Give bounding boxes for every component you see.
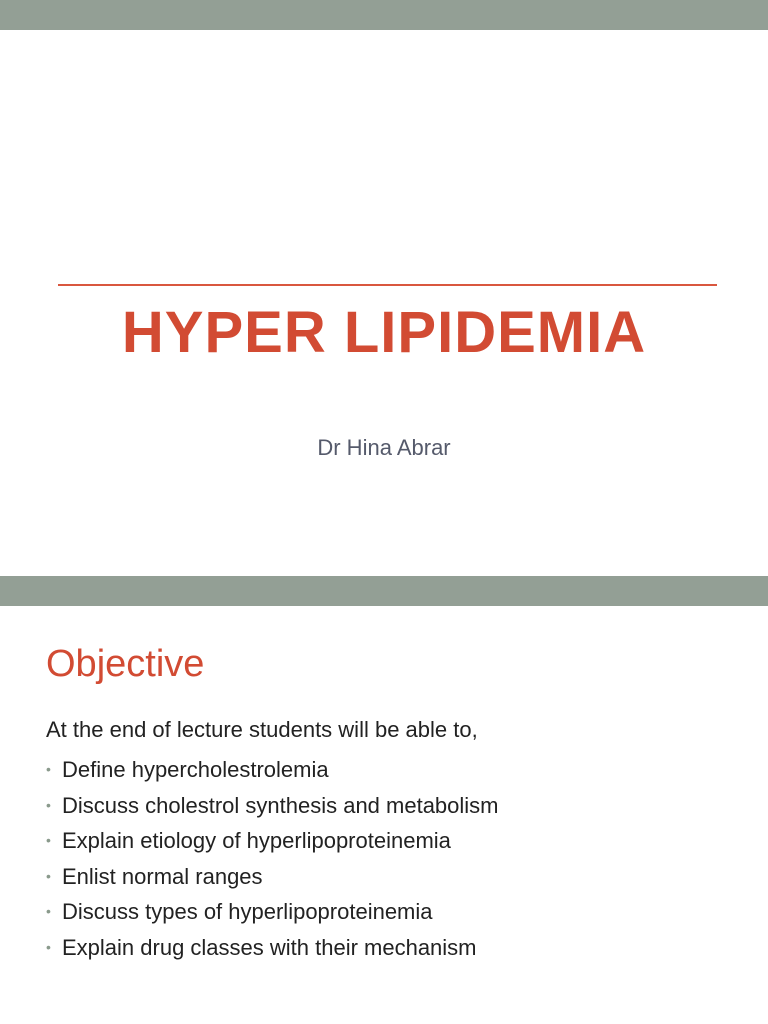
bullet-icon: • — [46, 938, 51, 955]
list-item — [46, 894, 499, 930]
list-item-text: Explain drug classes with their mechanism — [62, 934, 477, 960]
bullet-icon: • — [46, 796, 51, 813]
objective-slide — [0, 606, 768, 1024]
bullet-icon: • — [46, 903, 51, 920]
list-item — [46, 752, 499, 788]
list-item-text: Explain etiology of hyperlipoproteinemia — [62, 828, 451, 854]
list-item-text: Discuss types of hyperlipoproteinemia — [62, 899, 433, 925]
objective-heading: Objective — [46, 643, 205, 685]
slide-title: HYPER LIPIDEMIA — [121, 300, 647, 365]
list-item — [46, 859, 499, 895]
slide-separator-band — [0, 576, 768, 606]
bullet-icon: • — [46, 761, 51, 777]
author-name: Dr Hina Abrar — [317, 435, 451, 460]
list-item — [46, 930, 499, 966]
list-item-text: Define hypercholestrolemia — [62, 757, 329, 782]
objective-intro: At the end of lecture students will be able to, — [46, 717, 478, 742]
slide-top-band — [0, 0, 768, 30]
bullet-icon: • — [46, 867, 51, 884]
bullet-icon: • — [46, 832, 51, 849]
title-divider — [58, 284, 717, 286]
list-item — [46, 788, 499, 824]
list-item-text: Enlist normal ranges — [62, 863, 263, 889]
title-slide — [0, 30, 768, 576]
objective-list — [46, 752, 499, 966]
list-item — [46, 823, 499, 859]
list-item-text: Discuss cholestrol synthesis and metabolism — [62, 792, 499, 818]
